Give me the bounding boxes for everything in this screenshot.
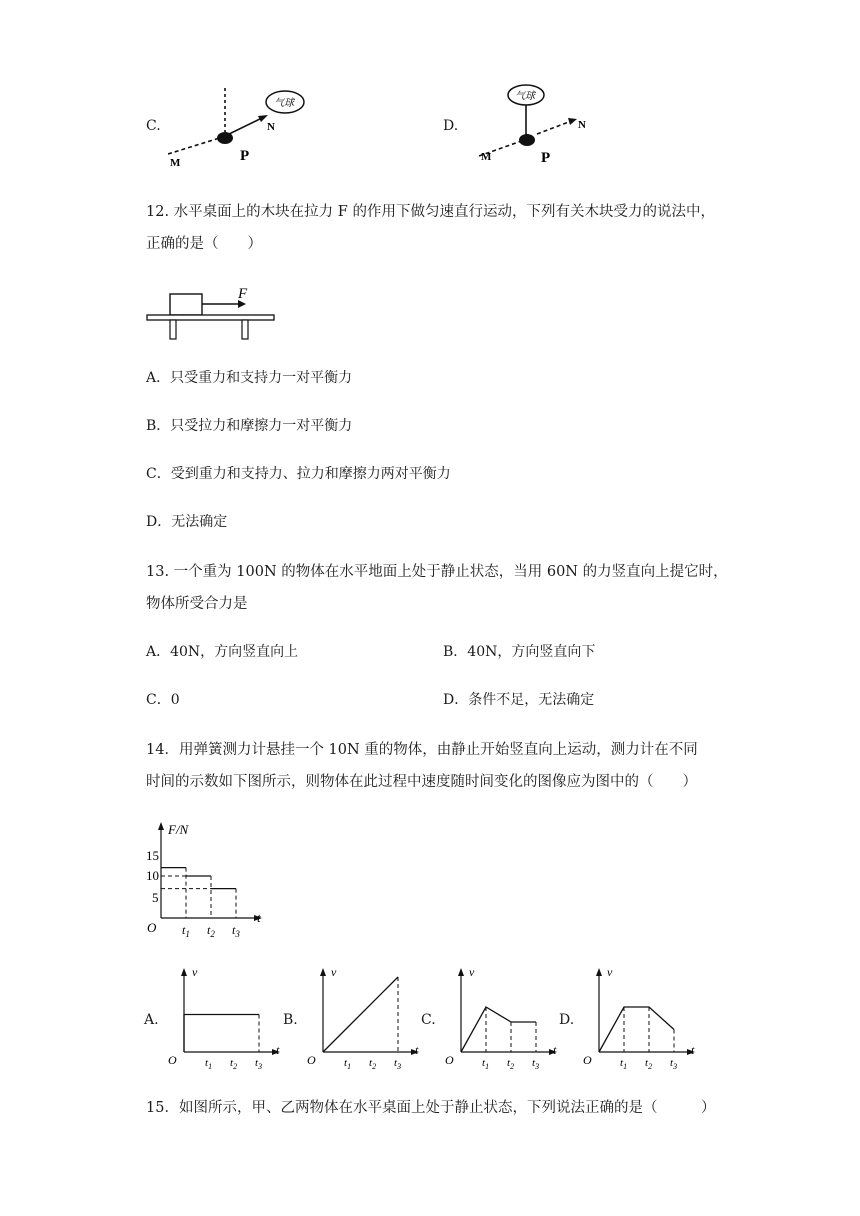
tick-t2: $t_2$	[230, 1057, 238, 1071]
q12-option-d[interactable]: D．无法确定	[146, 514, 228, 530]
q14-choice-a-label: A.	[144, 1012, 159, 1028]
q13-option-a[interactable]: A．40N，方向竖直向上	[146, 644, 299, 660]
tick-t1: $t_1$	[620, 1057, 628, 1071]
v-axis-arrow	[458, 968, 464, 976]
tick-t2: $t_2$	[507, 1057, 515, 1071]
q11-figure-c	[168, 88, 338, 168]
q14-fgraph-xtick-t1: $t_1$	[182, 923, 190, 939]
v-curve	[461, 1007, 536, 1052]
q13-option-d[interactable]: D．条件不足，无法确定	[443, 692, 595, 708]
q11-option-c-label: C.	[146, 118, 161, 134]
t-axis-label: t	[553, 1043, 557, 1057]
tick-t2: $t_2$	[369, 1057, 377, 1071]
q14-choice-d[interactable]	[559, 962, 699, 1074]
q14-stem-line2: 时间的示数如下图所示，则物体在此过程中速度随时间变化的图像应为图中的（ ）	[146, 774, 697, 790]
t-axis-label: t	[276, 1043, 280, 1057]
q11-option-d-label: D.	[443, 118, 459, 134]
v-axis-label: v	[331, 965, 337, 979]
q11-d-label-n: N	[578, 119, 586, 131]
v-axis-label: v	[192, 965, 198, 979]
q11-c-label-m: M	[170, 157, 181, 168]
origin-label: O	[445, 1053, 454, 1067]
q13-option-b[interactable]: B．40N，方向竖直向下	[443, 644, 596, 660]
tick-t1: $t_1$	[344, 1057, 352, 1071]
q14-fgraph-ytick-15: 15	[146, 848, 159, 863]
v-axis-arrow	[596, 968, 602, 976]
q12-stem-line2: 正确的是（ ）	[146, 236, 262, 252]
q14-choice-c[interactable]	[421, 962, 561, 1074]
v-axis-arrow	[181, 968, 187, 976]
q12-option-a[interactable]: A．只受重力和支持力一对平衡力	[146, 370, 353, 386]
q14-vt-graph-b	[305, 962, 423, 1074]
q11-option-d[interactable]	[443, 82, 633, 168]
q12-option-b[interactable]: B．只受拉力和摩擦力一对平衡力	[146, 418, 353, 434]
q14-force-graph	[144, 818, 270, 942]
origin-label: O	[168, 1053, 177, 1067]
tick-t1: $t_1$	[205, 1057, 213, 1071]
q14-choice-b-label: B.	[283, 1012, 298, 1028]
q11-d-label-m: M	[481, 151, 492, 163]
q14-vt-graph-d	[581, 962, 699, 1074]
q14-vt-graph-a	[166, 962, 284, 1074]
q15-stem: 15．如图所示，甲、乙两物体在水平桌面上处于静止状态，下列说法正确的是（ ）	[146, 1100, 716, 1116]
q12-stem-line1: 12. 水平桌面上的木块在拉力 F 的作用下做匀速直行运动，下列有关木块受力的说法中，	[146, 204, 715, 220]
q14-stem-line1: 14．用弹簧测力计悬挂一个 10N 重的物体，由静止开始竖直向上运动，测力计在不同	[146, 742, 698, 758]
t-axis-label: t	[691, 1043, 695, 1057]
q14-fgraph-origin: O	[147, 920, 157, 935]
q14-fgraph-xtick-t3: $t_3$	[232, 923, 240, 939]
tick-t3: $t_3$	[394, 1057, 402, 1071]
tick-t3: $t_3$	[255, 1057, 263, 1071]
tick-t3: $t_3$	[532, 1057, 540, 1071]
q12-option-c[interactable]: C．受到重力和支持力、拉力和摩擦力两对平衡力	[146, 466, 451, 482]
q13-stem-line2: 物体所受合力是	[146, 596, 248, 612]
q14-choice-d-label: D.	[559, 1012, 575, 1028]
t-axis-label: t	[415, 1043, 419, 1057]
q14-fgraph-ytick-5: 5	[152, 890, 159, 905]
v-axis-arrow	[320, 968, 326, 976]
q14-vt-graph-c	[443, 962, 561, 1074]
q13-stem-line1: 13. 一个重为 100N 的物体在水平地面上处于静止状态，当用 60N 的力竖直向上提它时，	[146, 564, 728, 580]
q11-c-label-n: N	[267, 121, 275, 133]
origin-label: O	[583, 1053, 592, 1067]
q13-option-c[interactable]: C．0	[146, 692, 180, 708]
v-axis-label: v	[469, 965, 475, 979]
q14-fgraph-ytick-10: 10	[146, 868, 159, 883]
v-curve	[599, 1007, 674, 1052]
q12-figure	[146, 282, 276, 342]
q11-d-label-p: P	[541, 150, 551, 166]
q11-d-balloon-text: 气球	[515, 91, 535, 102]
q12-force-label: F	[238, 286, 248, 302]
tick-t3: $t_3$	[670, 1057, 678, 1071]
q11-c-balloon-text: 气球	[274, 98, 294, 109]
q14-fgraph-xtick-t2: $t_2$	[207, 923, 215, 939]
q14-choice-a[interactable]	[144, 962, 284, 1074]
q14-choice-c-label: C.	[421, 1012, 436, 1028]
q14-fgraph-ylabel: F/N	[168, 822, 189, 837]
q14-fgraph-xlabel: t	[257, 910, 261, 925]
v-curve	[323, 977, 398, 1052]
q11-c-label-p: P	[240, 148, 250, 164]
q11-figure-d	[479, 82, 629, 168]
tick-t1: $t_1$	[482, 1057, 490, 1071]
origin-label: O	[307, 1053, 316, 1067]
q14-choice-b[interactable]	[283, 962, 423, 1074]
tick-t2: $t_2$	[645, 1057, 653, 1071]
q11-option-c[interactable]	[146, 88, 336, 168]
v-axis-label: v	[607, 965, 613, 979]
